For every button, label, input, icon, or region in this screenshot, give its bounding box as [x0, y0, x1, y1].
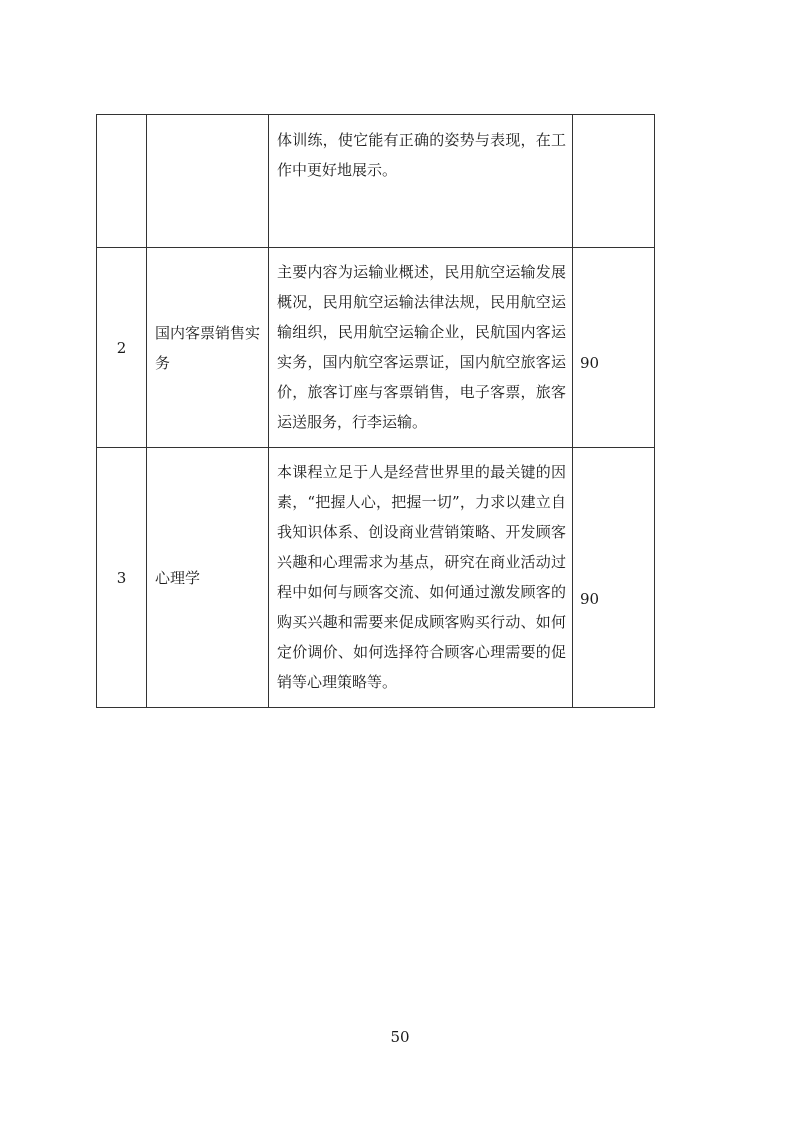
table-row [97, 448, 655, 708]
table-row [97, 115, 655, 248]
course-table [96, 114, 655, 708]
page-number: 50 [390, 1028, 410, 1046]
course-hours-cell [573, 448, 655, 708]
table-row [97, 248, 655, 448]
course-content-cell: 体训练，使它能有正确的姿势与表现，在工作中更好地展示。 [269, 115, 573, 248]
course-number-cell [97, 115, 147, 248]
course-hours-cell [573, 248, 655, 448]
course-hours-cell [573, 115, 655, 248]
course-hours-value: 90 [580, 590, 600, 608]
course-content-cell: 本课程立足于人是经营世界里的最关键的因素，“把握人心，把握一切”，力求以建立自我知识体系、创设商业营销策略、开发顾客兴趣和心理需求为基点，研究在商业活动过程中如何与顾客交流、如何通过激发顾客的购买兴趣和需要来促成顾客购买行动、如何定价调价、如何选择符合顾客心理需要的促销等心理策略等。 [269, 448, 573, 708]
course-name-cell: 心理学 [147, 448, 269, 708]
course-name-cell [147, 115, 269, 248]
course-number-cell: 3 [97, 448, 147, 708]
course-content-cell: 主要内容为运输业概述，民用航空运输发展概况，民用航空运输法律法规，民用航空运输组织，民用航空运输企业，民航国内客运实务，国内航空客运票证，国内航空旅客运价，旅客订座与客票销售，电子客票，旅客运送服务，行李运输。 [269, 248, 573, 448]
course-number-cell: 2 [97, 248, 147, 448]
course-name-cell: 国内客票销售实务 [147, 248, 269, 448]
course-hours-value: 90 [580, 354, 600, 372]
